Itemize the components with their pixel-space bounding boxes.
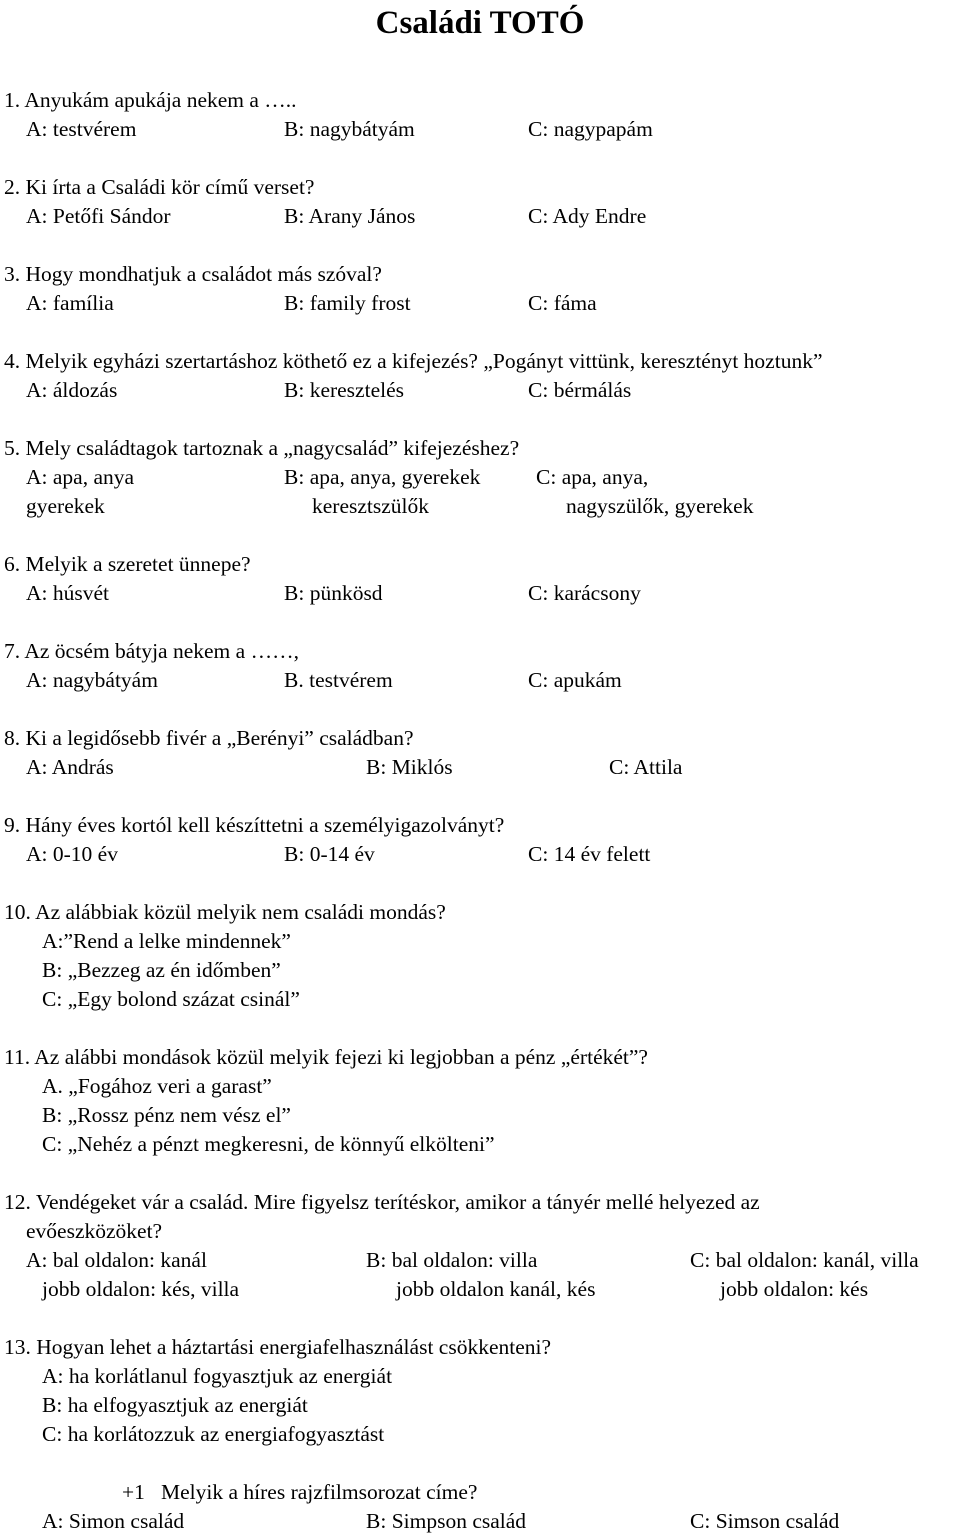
answer-10a: A:”Rend a lelke mindennek”: [42, 929, 291, 953]
answer-11c: C: „Nehéz a pénzt megkeresni, de könnyű elkölteni”: [42, 1132, 495, 1156]
answer-8c: C: Attila: [609, 755, 683, 779]
question-bonus: +1 Melyik a híres rajzfilmsorozat címe?: [122, 1480, 478, 1504]
question-7: 7. Az öcsém bátyja nekem a ……,: [4, 639, 299, 663]
answer-12a-cont: jobb oldalon: kés, villa: [42, 1277, 240, 1301]
answer-6a: A: húsvét: [26, 581, 110, 605]
answer-5b-cont: keresztszülők: [312, 494, 430, 518]
answer-12c: C: bal oldalon: kanál, villa: [690, 1248, 919, 1272]
answer-2c: C: Ady Endre: [528, 204, 647, 228]
answer-1a: A: testvérem: [26, 117, 137, 141]
answer-6b: B: pünkösd: [284, 581, 383, 605]
answer-7a: A: nagybátyám: [26, 668, 158, 692]
question-13: 13. Hogyan lehet a háztartási energiafelhasználást csökkenteni?: [4, 1335, 552, 1359]
answer-5b: B: apa, anya, gyerekek: [284, 465, 481, 489]
question-5: 5. Mely családtagok tartoznak a „nagycsalád” kifejezéshez?: [4, 436, 520, 460]
answer-3a: A: família: [26, 291, 114, 315]
answer-1c: C: nagypapám: [528, 117, 653, 141]
answer-13c: C: ha korlátozzuk az energiafogyasztást: [42, 1422, 385, 1446]
answer-9c: C: 14 év felett: [528, 842, 651, 866]
answer-9a: A: 0-10 év: [26, 842, 118, 866]
answer-4c: C: bérmálás: [528, 378, 632, 402]
answer-13b: B: ha elfogyasztjuk az energiát: [42, 1393, 308, 1417]
answer-12c-cont: jobb oldalon: kés: [720, 1277, 869, 1301]
question-12: 12. Vendégeket vár a család. Mire figyelsz terítéskor, amikor a tányér mellé helyezed az: [4, 1190, 760, 1214]
answer-2b: B: Arany János: [284, 204, 416, 228]
answer-4b: B: keresztelés: [284, 378, 404, 402]
question-4: 4. Melyik egyházi szertartáshoz köthető ez a kifejezés? „Pogányt vittünk, keresztényt hoztunk”: [4, 349, 823, 373]
question-1: 1. Anyukám apukája nekem a …..: [4, 88, 297, 112]
answer-3c: C: fáma: [528, 291, 597, 315]
answer-5a: A: apa, anya: [26, 465, 135, 489]
answer-11b: B: „Rossz pénz nem vész el”: [42, 1103, 291, 1127]
question-11: 11. Az alábbi mondások közül melyik fejezi ki legjobban a pénz „értékét”?: [4, 1045, 648, 1069]
answer-2a: A: Petőfi Sándor: [26, 204, 171, 228]
answer-7b: B. testvérem: [284, 668, 393, 692]
question-12-cont: evőeszközöket?: [26, 1219, 163, 1243]
answer-10b: B: „Bezzeg az én időmben”: [42, 958, 281, 982]
answer-12b: B: bal oldalon: villa: [366, 1248, 538, 1272]
question-8: 8. Ki a legidősebb fivér a „Berényi” családban?: [4, 726, 414, 750]
answer-5c-cont: nagyszülők, gyerekek: [566, 494, 754, 518]
answer-4a: A: áldozás: [26, 378, 118, 402]
answer-bonus-b: B: Simpson család: [366, 1509, 527, 1533]
answer-7c: C: apukám: [528, 668, 622, 692]
answer-12b-cont: jobb oldalon kanál, kés: [396, 1277, 596, 1301]
question-6: 6. Melyik a szeretet ünnepe?: [4, 552, 251, 576]
answer-3b: B: family frost: [284, 291, 411, 315]
question-2: 2. Ki írta a Családi kör című verset?: [4, 175, 315, 199]
answer-1b: B: nagybátyám: [284, 117, 415, 141]
answer-5a-cont: gyerekek: [26, 494, 105, 518]
question-9: 9. Hány éves kortól kell készíttetni a személyigazolványt?: [4, 813, 505, 837]
answer-8a: A: András: [26, 755, 114, 779]
answer-bonus-a: A: Simon család: [42, 1509, 185, 1533]
answer-bonus-c: C: Simson család: [690, 1509, 840, 1533]
answer-6c: C: karácsony: [528, 581, 641, 605]
answer-10c: C: „Egy bolond százat csinál”: [42, 987, 300, 1011]
answer-13a: A: ha korlátlanul fogyasztjuk az energiát: [42, 1364, 393, 1388]
answer-12a: A: bal oldalon: kanál: [26, 1248, 207, 1272]
question-10: 10. Az alábbiak közül melyik nem családi mondás?: [4, 900, 446, 924]
question-3: 3. Hogy mondhatjuk a családot más szóval?: [4, 262, 382, 286]
answer-5c: C: apa, anya,: [536, 465, 649, 489]
page-title: Családi TOTÓ: [375, 5, 585, 41]
answer-11a: A. „Fogához veri a garast”: [42, 1074, 272, 1098]
answer-8b: B: Miklós: [366, 755, 453, 779]
answer-9b: B: 0-14 év: [284, 842, 375, 866]
